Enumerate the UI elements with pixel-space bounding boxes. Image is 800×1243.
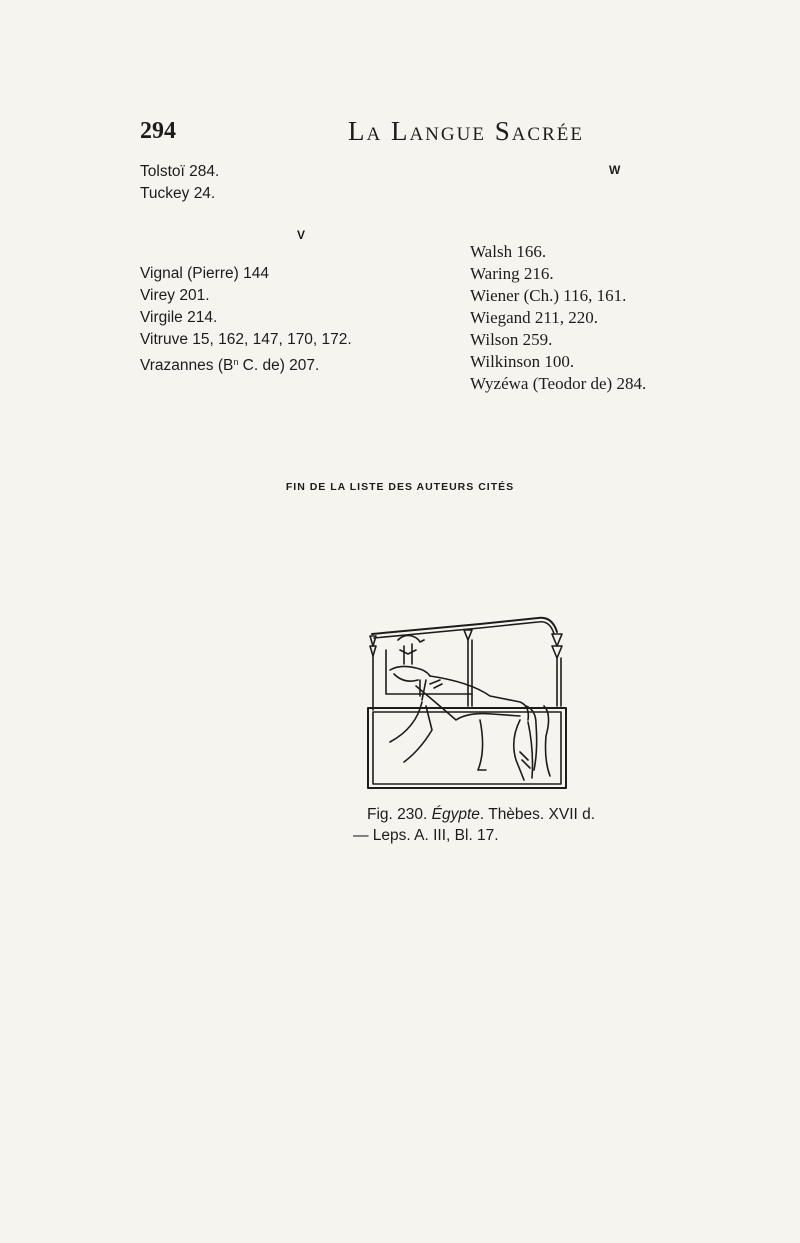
caption-place-italic: Égypte: [431, 806, 480, 823]
caption-line-2: — Leps. A. III, Bl. 17.: [353, 827, 499, 844]
right-column-w: [470, 241, 646, 395]
index-entry: Wilson 259.: [470, 330, 553, 349]
index-entry: Waring 216.: [470, 264, 554, 283]
figure-caption: [353, 804, 596, 846]
caption-fig-label: Fig. 230.: [367, 806, 432, 823]
end-of-list-note: FIN DE LA LISTE DES AUTEURS CITÉS: [285, 481, 515, 493]
left-column-t: [140, 161, 219, 205]
caption-line-1: [367, 804, 595, 825]
index-entry: Tuckey 24.: [140, 185, 216, 202]
left-column-v: [140, 263, 352, 373]
vrazannes-suffix: C. de) 207.: [238, 357, 320, 374]
index-entry: Wiegand 211, 220.: [470, 308, 599, 327]
index-entry: Walsh 166.: [470, 242, 547, 261]
index-entry: Virgile 214.: [140, 309, 218, 326]
index-entry: Wyzéwa (Teodor de) 284.: [470, 374, 647, 393]
section-letter-w: W: [609, 163, 621, 177]
index-entry: Vitruve 15, 162, 147, 170, 172.: [140, 331, 352, 348]
index-entry: Virey 201.: [140, 287, 210, 304]
page-number: 294: [140, 118, 176, 144]
egyptian-relief-figure: [360, 610, 575, 795]
vrazannes-superscript: n: [233, 357, 239, 367]
running-head: La Langue Sacrée: [348, 116, 584, 146]
index-entry: Wiener (Ch.) 116, 161.: [470, 286, 627, 305]
index-entry: Wilkinson 100.: [470, 352, 575, 371]
index-entry-vrazannes: [140, 351, 352, 373]
index-entry: Vignal (Pierre) 144: [140, 265, 269, 282]
section-letter-v: V: [297, 228, 306, 242]
index-entry: Tolstoï 284.: [140, 163, 220, 180]
caption-location: . Thèbes. XVII d.: [479, 806, 596, 823]
vrazannes-prefix: Vrazannes (B: [140, 357, 234, 374]
